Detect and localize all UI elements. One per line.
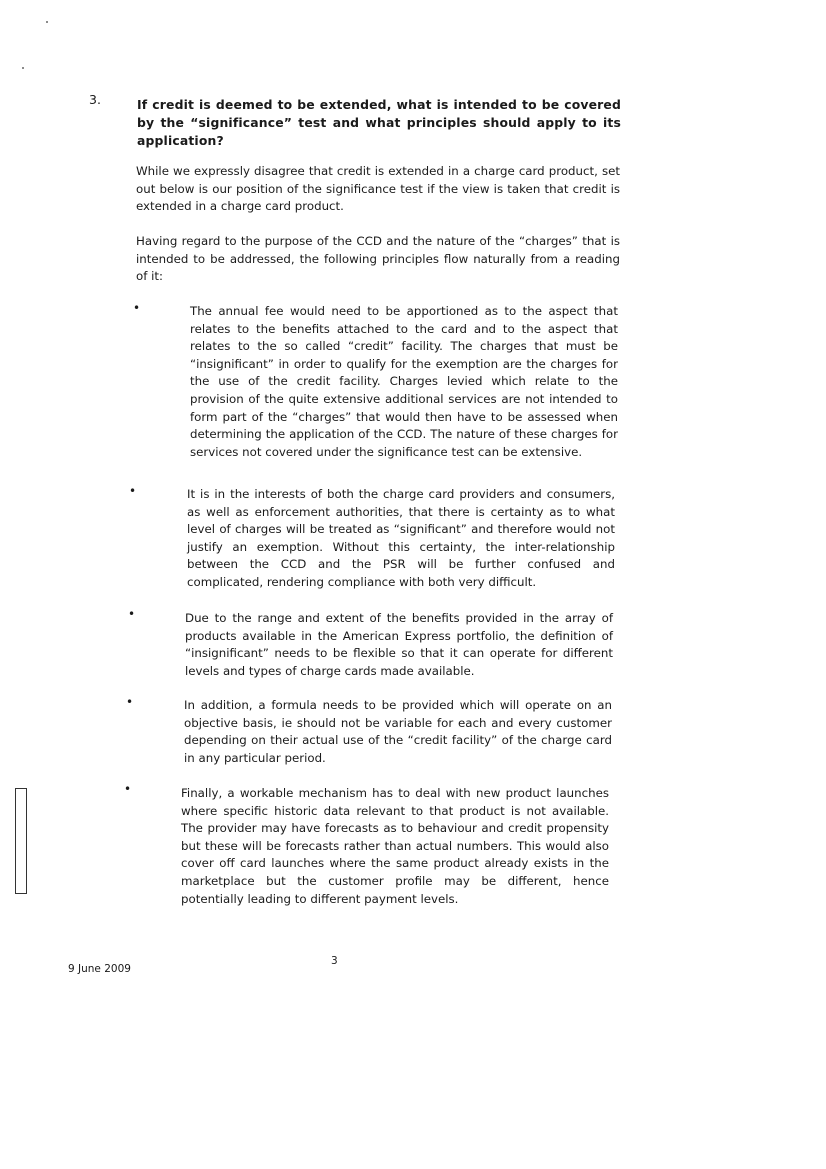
bullet-marker: • xyxy=(129,484,137,498)
bullet-marker: • xyxy=(133,301,141,315)
principles-paragraph: Having regard to the purpose of the CCD and the nature of the “charges” that is intended to be addressed, the following principles flow naturally from a reading of it: xyxy=(136,234,620,283)
section-number: 3. xyxy=(89,92,101,107)
page-number: 3 xyxy=(331,955,338,967)
bullet-formula: In addition, a formula needs to be provided which will operate on an objective basis, ie should not be variable for each and every customer depending on their actual use of the “credit facility” of the charge card in any particular period. xyxy=(184,698,612,765)
bullet-new-products: Finally, a workable mechanism has to deal with new product launches where specific historic data relevant to that product is not available. The provider may have forecasts as to behaviour and credit propensity but these will be forecasts rather than actual numbers. This would also cover off card launches where the same product already exists in the marketplace but the customer profile may be different, hence potentially leading to different payment levels. xyxy=(181,786,609,906)
bullet-marker: • xyxy=(126,695,134,709)
bullet-marker: • xyxy=(124,782,132,796)
scan-speck xyxy=(22,67,24,69)
bullet-flexibility: Due to the range and extent of the benefits provided in the array of products available in the American Express portfolio, the definition of “insignificant” needs to be flexible so that it can operate for different levels and types of charge cards made available. xyxy=(185,611,613,678)
margin-change-bar xyxy=(15,788,27,894)
scan-speck xyxy=(46,21,48,23)
bullet-marker: • xyxy=(128,607,136,621)
section-heading: If credit is deemed to be extended, what is intended to be covered by the “significance” test and what principles should apply to its application? xyxy=(137,97,621,148)
intro-paragraph: While we expressly disagree that credit is extended in a charge card product, set out below is our position of the significance test if the view is taken that credit is extended in a charge card product. xyxy=(136,164,620,213)
bullet-annual-fee: The annual fee would need to be apportioned as to the aspect that relates to the benefits attached to the card and to the aspect that relates to the so called “credit” facility. The charges that must be “insignificant” in order to qualify for the exemption are the charges for the use of the credit facility. Charges levied which relate to the provision of the quite extensive additional services are not intended to form part of the “charges” that would then have to be assessed when determining the application of the CCD. The nature of these charges for services not covered under the significance test can be extensive. xyxy=(190,304,618,459)
footer-date: 9 June 2009 xyxy=(68,963,131,975)
bullet-certainty: It is in the interests of both the charge card providers and consumers, as well as enforcement authorities, that there is certainty as to what level of charges will be treated as “significant” and therefore would not justify an exemption. Without this certainty, the inter-relationship between the CCD and the PSR will be further confused and complicated, rendering compliance with both very difficult. xyxy=(187,487,615,589)
